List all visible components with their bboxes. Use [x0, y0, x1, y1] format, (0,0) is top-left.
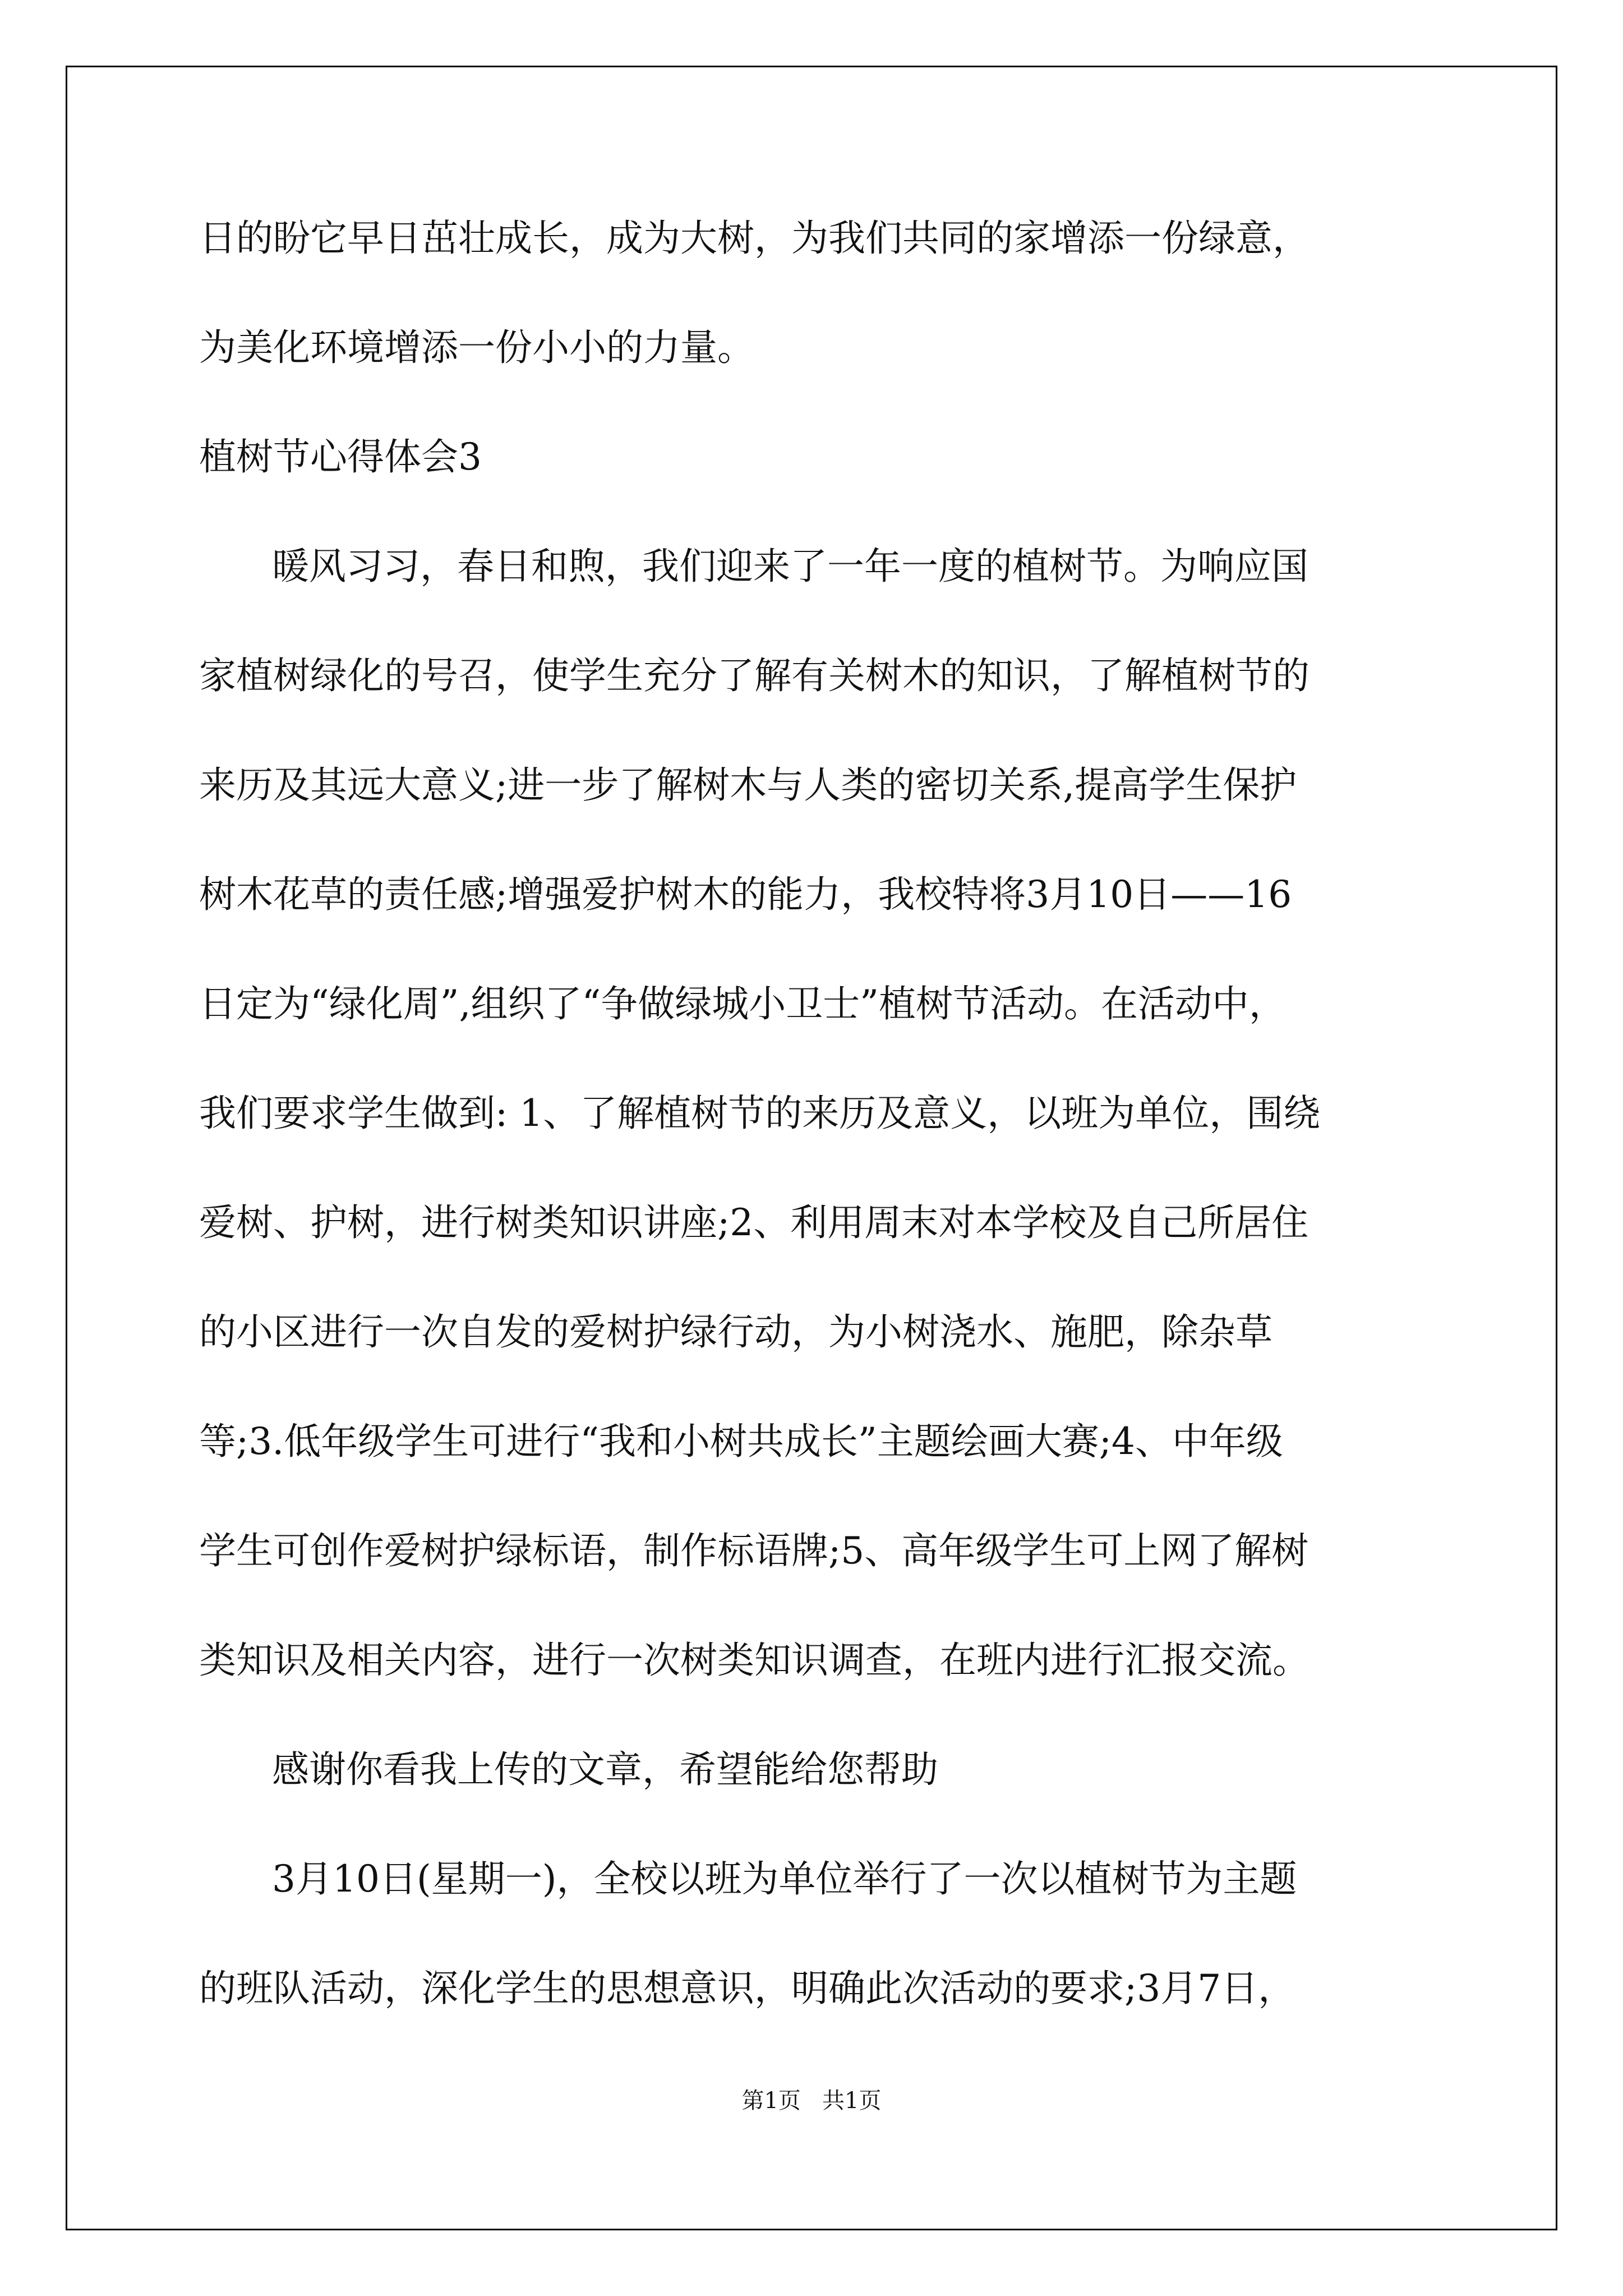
text-line: 我们要求学生做到: 1、了解植树节的来历及意义，以班为单位，围绕 [199, 1092, 1321, 1135]
text-line: 为美化环境增添一份小小的力量。 [199, 326, 754, 369]
text-line: 日的盼它早日茁壮成长，成为大树，为我们共同的家增添一份绿意， [199, 217, 1310, 260]
text-line: 学生可创作爱树护绿标语，制作标语牌;5、高年级学生可上网了解树 [199, 1529, 1309, 1572]
text-line: 家植树绿化的号召，使学生充分了解有关树木的知识，了解植树节的 [199, 654, 1310, 697]
text-line: 等;3.低年级学生可进行“我和小树共成长”主题绘画大赛;4、中年级 [199, 1420, 1283, 1463]
text-line: 类知识及相关内容，进行一次树类知识调查，在班内进行汇报交流。 [199, 1639, 1310, 1682]
text-line: 的小区进行一次自发的爱树护绿行动，为小树浇水、施肥，除杂草 [199, 1310, 1272, 1354]
text-line: 感谢你看我上传的文章，希望能给您帮助 [272, 1748, 938, 1791]
section-heading: 植树节心得体会3 [199, 435, 482, 478]
text-line: 来历及其远大意义;进一步了解树木与人类的密切关系,提高学生保护 [199, 763, 1297, 807]
text-line: 日定为“绿化周”,组织了“争做绿城小卫士”植树节活动。在活动中， [199, 982, 1286, 1025]
text-line: 3月10日(星期一)，全校以班为单位举行了一次以植树节为主题 [272, 1857, 1297, 1901]
text-line: 暖风习习，春日和煦，我们迎来了一年一度的植树节。为响应国 [272, 545, 1308, 588]
text-line: 的班队活动，深化学生的思想意识，明确此次活动的要求;3月7日， [199, 1967, 1295, 2010]
text-line: 爱树、护树，进行树类知识讲座;2、利用周末对本学校及自己所居住 [199, 1201, 1309, 1244]
page-footer: 第1页 共1页 [741, 2088, 882, 2114]
text-line: 树木花草的责任感;增强爱护树木的能力，我校特将3月10日——16 [199, 873, 1292, 916]
page-border [66, 66, 1557, 2230]
